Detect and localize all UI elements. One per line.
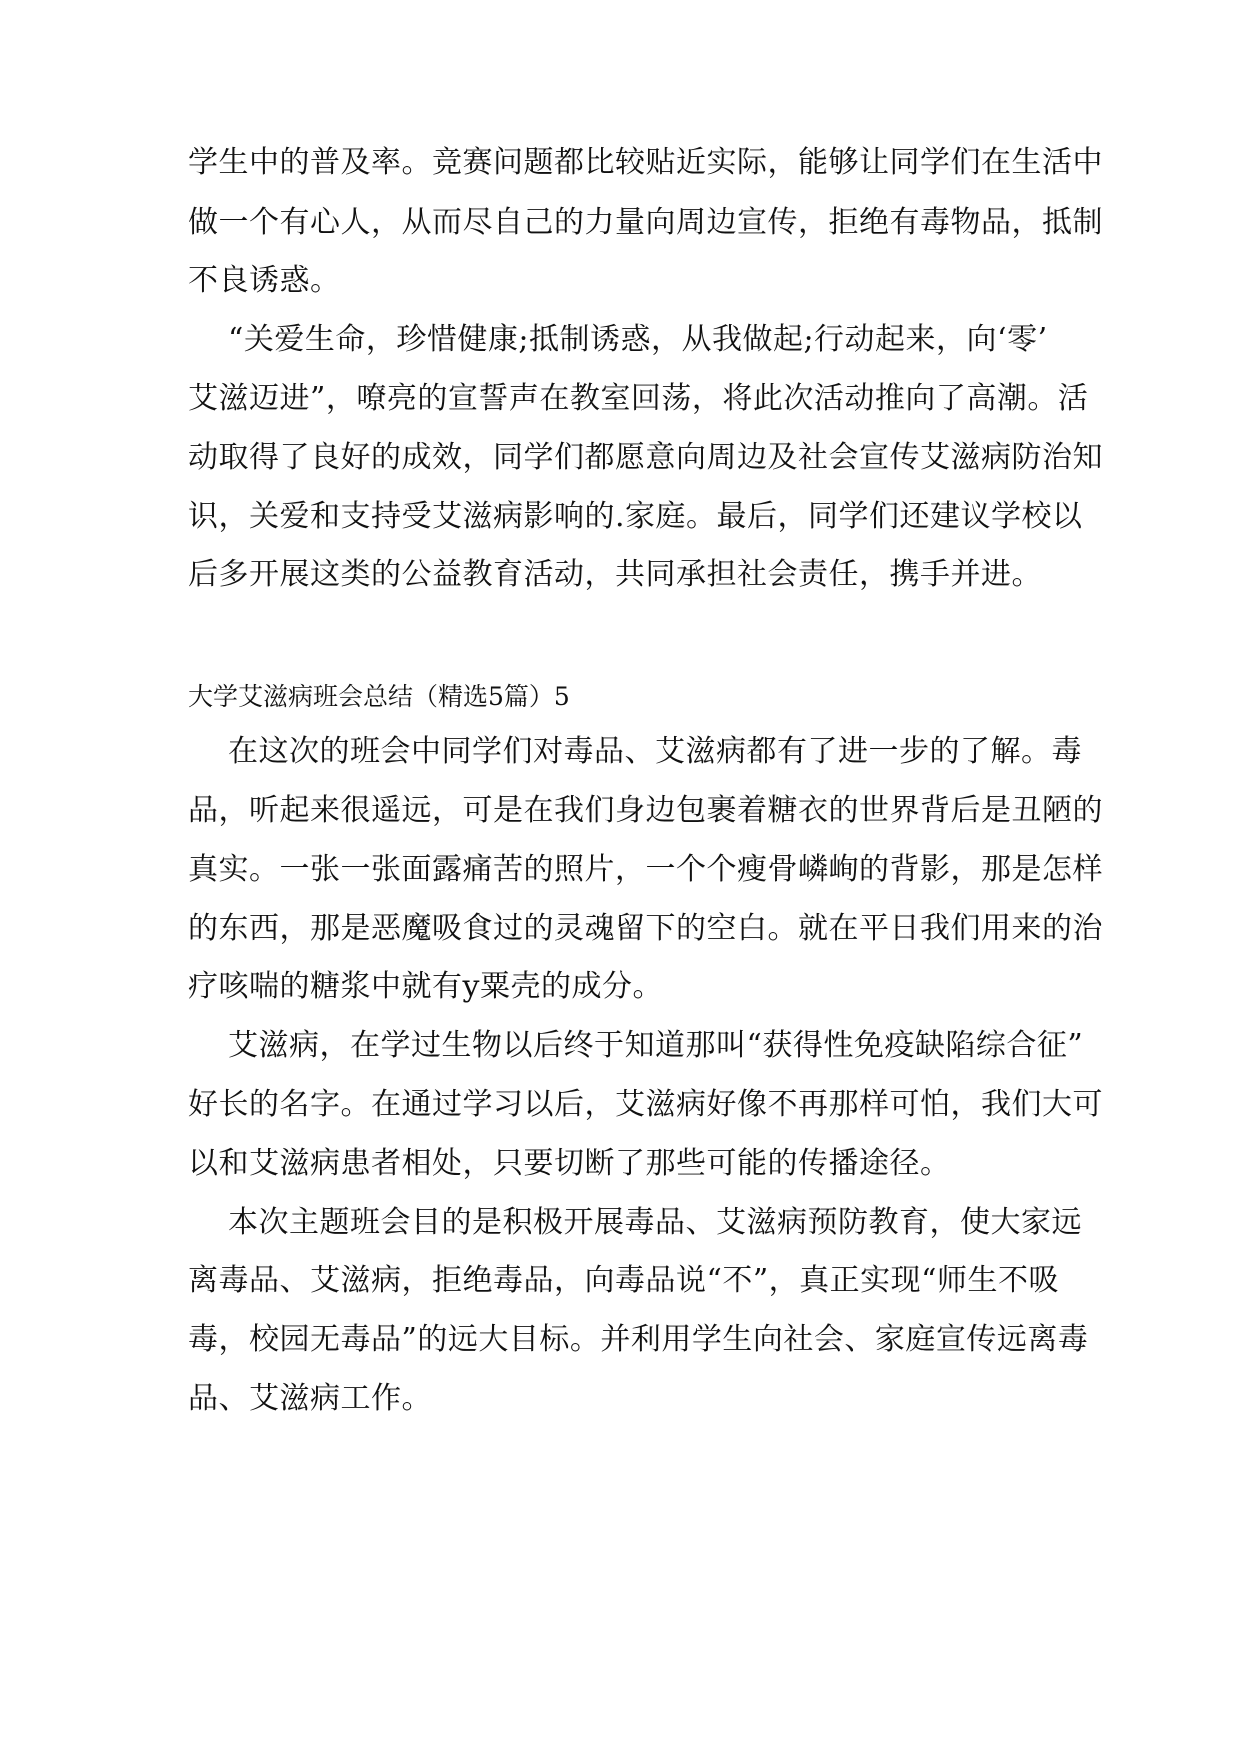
paragraph-4-line-2: 好长的名字。在通过学习以后，艾滋病好像不再那样可怕，我们大可 [188,1087,1103,1122]
paragraph-2-line-4: 识，关爱和支持受艾滋病影响的.家庭。最后，同学们还建议学校以 [188,499,1083,534]
section-heading: 大学艾滋病班会总结（精选5篇）5 [188,682,570,711]
paragraph-5-line-3: 毒，校园无毒品”的远大目标。并利用学生向社会、家庭宣传远离毒 [188,1322,1089,1357]
paragraph-5-line-4: 品、艾滋病工作。 [188,1381,432,1416]
paragraph-2-line-2: 艾滋迈进”，嘹亮的宣誓声在教室回荡，将此次活动推向了高潮。活 [188,381,1089,416]
paragraph-2-line-3: 动取得了良好的成效，同学们都愿意向周边及社会宣传艾滋病防治知 [188,440,1103,475]
paragraph-1-line-2: 做一个有心人，从而尽自己的力量向周边宣传，拒绝有毒物品，抵制 [188,205,1103,240]
paragraph-4-line-3: 以和艾滋病患者相处，只要切断了那些可能的传播途径。 [188,1146,951,1181]
paragraph-2-line-1: “关爱生命，珍惜健康;抵制诱惑，从我做起;行动起来，向‘零’ [228,322,1048,357]
paragraph-2-line-5: 后多开展这类的公益教育活动，共同承担社会责任，携手并进。 [188,557,1042,592]
paragraph-1-line-3: 不良诱惑。 [188,263,341,298]
paragraph-3-line-2: 品，听起来很遥远，可是在我们身边包裹着糖衣的世界背后是丑陋的 [188,793,1103,828]
paragraph-3-line-3: 真实。一张一张面露痛苦的照片，一个个瘦骨嶙峋的背影，那是怎样 [188,852,1103,887]
paragraph-5-line-2: 离毒品、艾滋病，拒绝毒品，向毒品说“不”，真正实现“师生不吸 [188,1263,1060,1298]
paragraph-4-line-1: 艾滋病，在学过生物以后终于知道那叫“获得性免疫缺陷综合征” [228,1028,1084,1063]
paragraph-5-line-1: 本次主题班会目的是积极开展毒品、艾滋病预防教育，使大家远 [228,1205,1082,1240]
paragraph-3-line-4: 的东西，那是恶魔吸食过的灵魂留下的空白。就在平日我们用来的治 [188,911,1103,946]
paragraph-3-line-5: 疗咳喘的糖浆中就有y粟壳的成分。 [188,969,663,1004]
paragraph-1-line-1: 学生中的普及率。竞赛问题都比较贴近实际，能够让同学们在生活中 [188,145,1103,180]
paragraph-3-line-1: 在这次的班会中同学们对毒品、艾滋病都有了进一步的了解。毒 [228,734,1082,769]
